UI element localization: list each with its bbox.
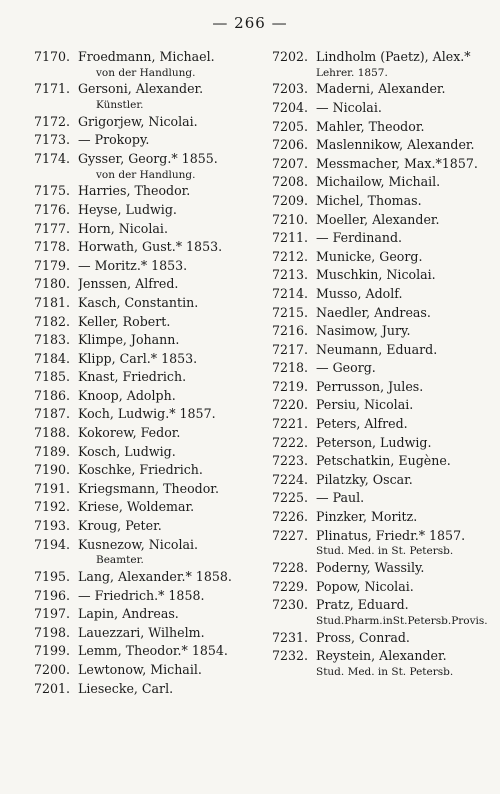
entry-line (272, 527, 494, 546)
entry-number: 7190. (34, 462, 71, 478)
entry-number: 7191. (34, 480, 71, 496)
entry-number: 7221. (272, 416, 309, 432)
entry-number: 7212. (272, 248, 309, 264)
list-item (272, 434, 494, 453)
entry-name: Perrusson, Jules. (316, 378, 424, 394)
entry-name: — Prokopy. (78, 132, 150, 148)
entry-line (34, 498, 256, 517)
entry-line (34, 517, 256, 536)
list-item (34, 661, 256, 680)
entry-name: Maderni, Alexander. (316, 81, 446, 97)
list-item (34, 680, 256, 699)
entry-name: Poderny, Wassily. (316, 560, 425, 576)
list-item (272, 266, 494, 285)
entry-line (272, 452, 494, 471)
list-item (272, 136, 494, 155)
entry-number: 7206. (272, 137, 309, 153)
entry-line (34, 257, 256, 276)
list-item (272, 489, 494, 508)
list-item (34, 150, 256, 182)
entry-number: 7193. (34, 518, 71, 534)
entry-number: 7183. (34, 332, 71, 348)
list-item (34, 568, 256, 587)
entry-number: 7207. (272, 155, 309, 171)
list-item (272, 229, 494, 248)
list-item (34, 313, 256, 332)
entry-name: Pratz, Eduard. (316, 597, 409, 613)
entry-name: Froedmann, Michael. (78, 49, 215, 64)
entry-number: 7217. (272, 341, 309, 357)
entry-line (34, 624, 256, 643)
entry-name: Pross, Conrad. (316, 629, 410, 645)
entry-name: Heyse, Ludwig. (78, 201, 177, 217)
entry-number: 7171. (34, 81, 71, 97)
entry-number: 7208. (272, 174, 309, 190)
entry-line (272, 578, 494, 597)
entry-name: Reystein, Alexander. (316, 648, 447, 664)
entry-number: 7174. (34, 150, 71, 166)
entry-line (272, 192, 494, 211)
entry-number: 7229. (272, 578, 309, 594)
entry-note: Stud.Pharm.inSt.Petersb.Provis. (316, 614, 488, 627)
entry-line (272, 396, 494, 415)
entry-name: Kusnezow, Nicolai. (78, 536, 199, 552)
list-item (34, 480, 256, 499)
list-item (34, 48, 256, 80)
entry-number: 7201. (34, 680, 71, 696)
list-item (272, 211, 494, 230)
entry-number: 7197. (34, 606, 71, 622)
entry-line (272, 155, 494, 174)
entry-line (34, 220, 256, 239)
entry-line (34, 642, 256, 661)
list-item (272, 359, 494, 378)
entry-note: Beamter. (96, 554, 144, 567)
entry-line (34, 331, 256, 350)
entry-line (34, 680, 256, 699)
entry-number: 7223. (272, 453, 309, 469)
list-item (272, 508, 494, 527)
list-item (34, 642, 256, 661)
entry-line (272, 48, 494, 67)
list-item (34, 424, 256, 443)
entry-name: Jenssen, Alfred. (78, 276, 179, 292)
entry-number: 7182. (34, 313, 71, 329)
entry-number: 7194. (34, 536, 71, 552)
entry-line (34, 48, 256, 67)
entry-name: Popow, Nicolai. (316, 578, 414, 594)
entry-number: 7188. (34, 425, 71, 441)
list-item (34, 605, 256, 624)
entry-line (272, 229, 494, 248)
entry-number: 7224. (272, 471, 309, 487)
entry-number: 7187. (34, 406, 71, 422)
list-item (272, 396, 494, 415)
entry-number: 7196. (34, 587, 71, 603)
entry-name: Lapin, Andreas. (78, 606, 179, 622)
entry-number: 7209. (272, 192, 309, 208)
entry-name: — Georg. (316, 360, 376, 376)
entry-number: 7232. (272, 648, 309, 664)
left-column (34, 48, 256, 698)
entry-line (272, 173, 494, 192)
entry-name: Musso, Adolf. (316, 285, 403, 301)
entry-number: 7227. (272, 527, 309, 543)
entry-number: 7231. (272, 629, 309, 645)
entry-note: von der Handlung. (96, 168, 196, 181)
entry-line (272, 647, 494, 666)
entry-name: Lindholm (Paetz), Alex.* (316, 49, 471, 64)
entry-line (34, 313, 256, 332)
list-item (272, 48, 494, 80)
entry-name: Klipp, Carl.* 1853. (78, 350, 198, 366)
entry-name: Lewtonow, Michail. (78, 662, 202, 677)
list-item (34, 624, 256, 643)
list-item (272, 378, 494, 397)
entry-name: — Paul. (316, 490, 365, 506)
entry-line (34, 275, 256, 294)
list-item (34, 131, 256, 150)
entry-line (272, 415, 494, 434)
list-item (34, 238, 256, 257)
entry-line (34, 568, 256, 587)
entry-line (272, 99, 494, 118)
entry-number: 7178. (34, 239, 71, 255)
entry-number: 7214. (272, 285, 309, 301)
entry-number: 7222. (272, 434, 309, 450)
entry-name: Kriese, Woldemar. (78, 499, 195, 515)
entry-name: Muschkin, Nicolai. (316, 267, 436, 283)
entry-number: 7177. (34, 220, 71, 236)
entry-line (34, 480, 256, 499)
list-item (34, 587, 256, 606)
entry-number: 7189. (34, 443, 71, 459)
entry-name: Mahler, Theodor. (316, 118, 425, 134)
entry-number: 7170. (34, 49, 71, 64)
entry-name: Gersoni, Alexander. (78, 81, 204, 97)
list-item (34, 350, 256, 369)
entry-line (34, 182, 256, 201)
entry-line (272, 434, 494, 453)
list-item (272, 248, 494, 267)
entry-line (34, 201, 256, 220)
entry-number: 7230. (272, 597, 309, 613)
list-item (34, 461, 256, 480)
entry-name: Naedler, Andreas. (316, 304, 431, 320)
entry-line (272, 248, 494, 267)
list-item (34, 536, 256, 568)
list-item (272, 596, 494, 628)
list-item (272, 527, 494, 559)
entry-name: Keller, Robert. (78, 313, 171, 329)
entry-name: Klimpe, Johann. (78, 332, 180, 348)
entry-line (34, 131, 256, 150)
entry-line (34, 661, 256, 680)
entry-line (272, 629, 494, 648)
list-item (272, 118, 494, 137)
entry-name: Peterson, Ludwig. (316, 434, 432, 450)
list-item (272, 578, 494, 597)
entry-note: von der Handlung. (96, 66, 196, 79)
list-item (272, 629, 494, 648)
entry-line (272, 322, 494, 341)
entry-name: Messmacher, Max.*1857. (316, 155, 478, 171)
entry-number: 7211. (272, 230, 309, 246)
entry-name: — Ferdinand. (316, 230, 403, 246)
entry-name: Kosch, Ludwig. (78, 443, 176, 459)
entry-number: 7216. (272, 323, 309, 339)
entry-number: 7204. (272, 99, 309, 115)
entry-name: Horn, Nicolai. (78, 220, 168, 236)
list-item (272, 99, 494, 118)
entry-line (272, 285, 494, 304)
entry-name: Koschke, Friedrich. (78, 462, 203, 478)
list-item (272, 304, 494, 323)
entry-name: Michailow, Michail. (316, 174, 441, 190)
entry-line (34, 387, 256, 406)
entry-name: Pilatzky, Oscar. (316, 471, 413, 487)
entry-number: 7200. (34, 662, 71, 677)
list-item (34, 275, 256, 294)
entry-name: Persiu, Nicolai. (316, 397, 414, 413)
entry-name: Michel, Thomas. (316, 192, 422, 208)
entry-line (272, 596, 494, 615)
entry-line (272, 359, 494, 378)
list-item (34, 113, 256, 132)
entry-line (272, 508, 494, 527)
list-item (272, 341, 494, 360)
list-item (272, 155, 494, 174)
entry-line (34, 461, 256, 480)
entry-number: 7225. (272, 490, 309, 506)
entry-name: Liesecke, Carl. (78, 680, 174, 696)
entry-line (272, 341, 494, 360)
entry-line (272, 136, 494, 155)
entry-name: Petschatkin, Eugène. (316, 453, 451, 469)
entry-name: Maslennikow, Alexander. (316, 137, 475, 153)
entry-name: Pinzker, Moritz. (316, 509, 418, 525)
list-item (34, 257, 256, 276)
entry-name: Koch, Ludwig.* 1857. (78, 406, 216, 422)
entry-number: 7218. (272, 360, 309, 376)
list-item (34, 387, 256, 406)
entry-name: Kroug, Peter. (78, 518, 162, 534)
entry-line (272, 266, 494, 285)
list-item (34, 498, 256, 517)
entry-number: 7203. (272, 81, 309, 97)
entry-number: 7213. (272, 267, 309, 283)
entry-number: 7186. (34, 387, 71, 403)
list-item (272, 192, 494, 211)
entry-number: 7172. (34, 113, 71, 129)
entry-name: Plinatus, Friedr.* 1857. (316, 527, 466, 543)
entry-note: Lehrer. 1857. (316, 66, 388, 79)
entry-number: 7198. (34, 624, 71, 640)
list-item (34, 201, 256, 220)
entry-number: 7219. (272, 378, 309, 394)
entry-line (34, 113, 256, 132)
entry-line (34, 350, 256, 369)
entry-line (272, 489, 494, 508)
entry-line (34, 443, 256, 462)
entry-line (272, 304, 494, 323)
entry-number: 7228. (272, 560, 309, 576)
entry-number: 7215. (272, 304, 309, 320)
list-item (272, 173, 494, 192)
list-item (272, 452, 494, 471)
entry-name: Harries, Theodor. (78, 183, 191, 199)
entry-number: 7220. (272, 397, 309, 413)
entry-line (34, 150, 256, 169)
entry-line (34, 368, 256, 387)
list-item (34, 294, 256, 313)
list-item (272, 559, 494, 578)
entry-name: Kasch, Constantin. (78, 294, 199, 310)
entry-line (272, 211, 494, 230)
entry-note: Künstler. (96, 98, 144, 111)
entry-name: — Moritz.* 1853. (78, 257, 188, 273)
list-item (34, 80, 256, 112)
list-item (272, 80, 494, 99)
list-item (272, 647, 494, 679)
entry-name: Municke, Georg. (316, 248, 423, 264)
entry-number: 7185. (34, 369, 71, 385)
entry-line (34, 587, 256, 606)
entry-number: 7226. (272, 509, 309, 525)
entry-line (34, 294, 256, 313)
entry-name: — Nicolai. (316, 99, 382, 115)
entry-name: Lang, Alexander.* 1858. (78, 569, 232, 585)
entry-number: 7202. (272, 49, 309, 64)
entry-number: 7179. (34, 257, 71, 273)
entry-line (34, 405, 256, 424)
entry-number: 7175. (34, 183, 71, 199)
entry-line (272, 378, 494, 397)
entry-number: 7184. (34, 350, 71, 366)
page-number: — 266 — (212, 14, 288, 32)
entry-number: 7199. (34, 643, 71, 659)
list-item (272, 285, 494, 304)
entry-name: Grigorjew, Nicolai. (78, 113, 198, 129)
entry-line (272, 471, 494, 490)
list-item (272, 415, 494, 434)
entry-line (272, 118, 494, 137)
entry-name: Knast, Friedrich. (78, 369, 187, 385)
entry-name: Knoop, Adolph. (78, 387, 176, 403)
list-item (34, 443, 256, 462)
entry-name: Horwath, Gust.* 1853. (78, 239, 223, 255)
entry-name: Peters, Alfred. (316, 416, 408, 432)
list-item (34, 331, 256, 350)
entry-name: Kriegsmann, Theodor. (78, 480, 219, 496)
entry-name: Gysser, Georg.* 1855. (78, 150, 218, 166)
list-item (272, 471, 494, 490)
entry-note: Stud. Med. in St. Petersb. (316, 665, 454, 678)
entry-name: — Friedrich.* 1858. (78, 587, 205, 603)
list-item (34, 182, 256, 201)
list-item (34, 405, 256, 424)
entry-line (34, 605, 256, 624)
entry-line (34, 80, 256, 99)
list-item (34, 517, 256, 536)
list-item (34, 220, 256, 239)
entry-number: 7210. (272, 211, 309, 227)
entry-name: Moeller, Alexander. (316, 211, 440, 227)
entry-name: Lemm, Theodor.* 1854. (78, 643, 228, 659)
entry-name: Neumann, Eduard. (316, 341, 438, 357)
entry-number: 7192. (34, 499, 71, 515)
entry-number: 7180. (34, 276, 71, 292)
entry-number: 7195. (34, 569, 71, 585)
entry-line (34, 536, 256, 555)
entry-name: Kokorew, Fedor. (78, 425, 181, 441)
right-column (272, 48, 494, 680)
entry-line (34, 238, 256, 257)
entry-line (272, 559, 494, 578)
entry-line (272, 80, 494, 99)
entry-name: Nasimow, Jury. (316, 323, 411, 339)
list-item (272, 322, 494, 341)
entry-number: 7181. (34, 294, 71, 310)
entry-number: 7205. (272, 118, 309, 134)
entry-note: Stud. Med. in St. Petersb. (316, 545, 454, 558)
entry-line (34, 424, 256, 443)
list-item (34, 368, 256, 387)
entry-number: 7173. (34, 132, 71, 148)
entry-name: Lauezzari, Wilhelm. (78, 624, 205, 640)
entry-number: 7176. (34, 201, 71, 217)
